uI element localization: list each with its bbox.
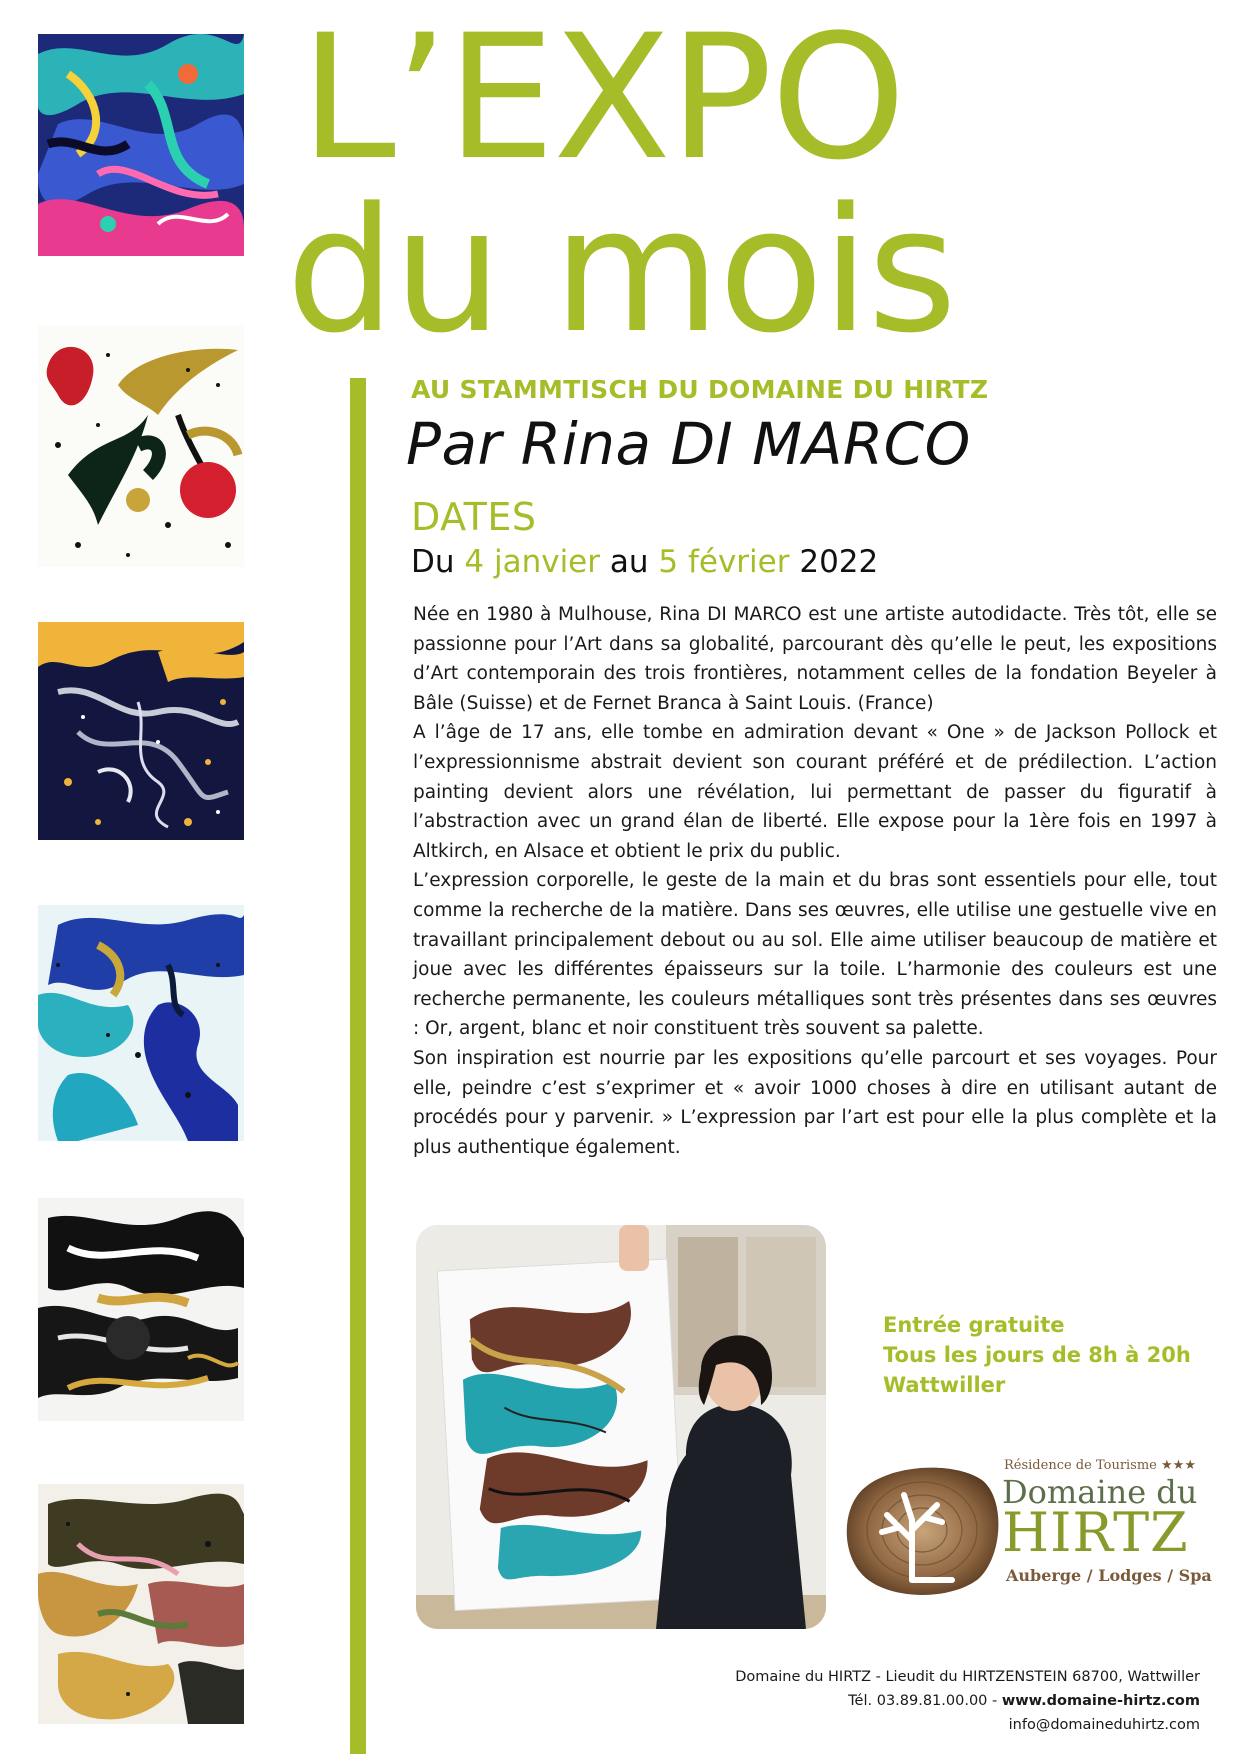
dates-label: DATES: [411, 495, 537, 539]
place-info: Wattwiller: [883, 1373, 1006, 1397]
accent-vertical-bar: [350, 378, 366, 1754]
painting-5: [38, 1198, 244, 1421]
bio-paragraph: A l’âge de 17 ans, elle tombe en admiration devant « One » de Jackson Pollock et l’expressionnisme abstrait devient son courant préféré et de prédilection. L’action painting devient alors une révélation, lui permettant de passer du figuratif à l’abstraction avec un grand élan de liberté. Elle expose pour la 1ère fois en 1997 à Altkirch, en Alsace et obtient le prix du public.: [413, 722, 1217, 862]
painting-1: [38, 34, 244, 256]
logo-subtitle: Auberge / Lodges / Spa: [1006, 1566, 1212, 1585]
title-line-2: du mois: [286, 170, 956, 371]
painting-6: [38, 1484, 244, 1724]
logo-tagline: Résidence de Tourisme ★★★: [1004, 1458, 1196, 1473]
dates-year: 2022: [799, 544, 879, 580]
bio-paragraph: Née en 1980 à Mulhouse, Rina DI MARCO est une artiste autodidacte. Très tôt, elle se passionne pour l’Art dans sa globalité, parcourant dès qu’elle le peut, les expositions d’Art contemporain des trois frontières, notamment celles de la fondation Beyeler à Bâle (Suisse) et de Fernet Branca à Saint Louis. (France): [413, 604, 1217, 714]
bio-paragraph: Son inspiration est nourrie par les expositions qu’elle parcourt et ses voyages. Pour elle, peindre c’est s’exprimer et « avoir 1000 choses à dire en utilisant autant de procédés pour y parvenir. » L’expression par l’art est pour elle la plus complète et la plus authentique également.: [413, 1047, 1217, 1158]
artist-photo: [416, 1225, 826, 1629]
painting-3: [38, 622, 244, 840]
practical-info: [883, 1310, 1191, 1400]
footer-contact: [735, 1665, 1200, 1737]
artist-biography: [413, 600, 1217, 1162]
painting-2: [38, 325, 244, 567]
footer-phone: Tél. 03.89.81.00.00 -: [848, 1693, 1002, 1709]
dates-range: [411, 544, 878, 580]
wood-slice-logo-icon: [842, 1460, 1000, 1598]
logo-name-line-1: Domaine du: [1002, 1473, 1198, 1511]
painting-4: [38, 905, 244, 1141]
hours-info: Tous les jours de 8h à 20h: [883, 1343, 1191, 1367]
dates-du: Du: [411, 544, 455, 580]
title-line-1: L’EXPO: [300, 0, 905, 198]
footer-email-link[interactable]: info@domaineduhirtz.com: [1008, 1717, 1200, 1733]
dates-start: 4 janvier: [464, 544, 601, 580]
subtitle: AU STAMMTISCH DU DOMAINE DU HIRTZ: [411, 375, 989, 404]
dates-au: au: [609, 544, 649, 580]
footer-address: Domaine du HIRTZ - Lieudit du HIRTZENSTEIN 68700, Wattwiller: [735, 1669, 1200, 1685]
logo-name-line-2: HIRTZ: [1002, 1501, 1189, 1564]
footer-phone-line: [735, 1689, 1200, 1713]
artist-name: Par Rina DI MARCO: [406, 410, 971, 478]
entry-info: Entrée gratuite: [883, 1313, 1065, 1337]
bio-paragraph: L’expression corporelle, le geste de la main et du bras sont essentiels pour elle, tout comme la recherche de la matière. Dans ses œuvres, elle utilise une gestuelle vive en travaillant principalement debout ou au sol. Elle aime utiliser beaucoup de matière et joue avec les différentes épaisseurs sur la toile. L’harmonie des couleurs est une recherche permanente, les couleurs métalliques sont très présentes dans ses œuvres : Or, argent, blanc et noir constituent très souvent sa palette.: [413, 870, 1217, 1040]
footer-website-link[interactable]: www.domaine-hirtz.com: [1001, 1693, 1200, 1709]
dates-end: 5 février: [658, 544, 790, 580]
